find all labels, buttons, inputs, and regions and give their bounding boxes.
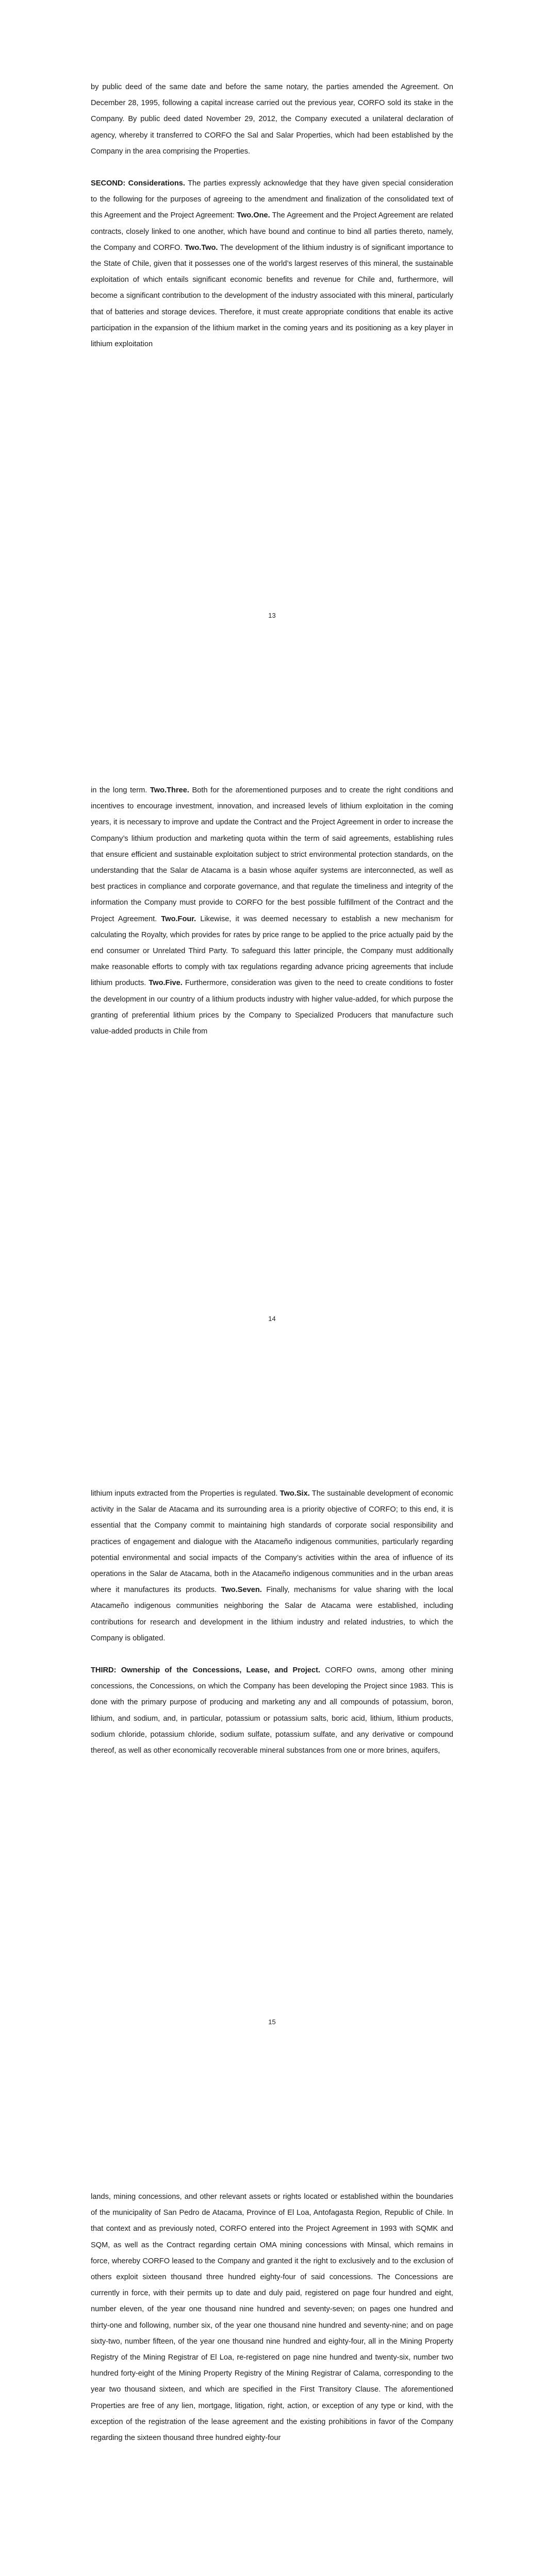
- page-text: [91, 783, 453, 1056]
- text-run: Furthermore, consideration was given to the need to create conditions to foster the development in our country of a lithium products industry with higher value-added, for which purpose the granting of preferential lithium prices by the Company to Specialized Producers that manufacture such value-added products in Chile from: [91, 979, 454, 1036]
- text-run: Both for the aforementioned purposes and to create the right conditions and incentives to encourage investment, innovation, and increased levels of lithium exploitation in the coming years, it is necessary to improve and update the Contract and the Project Agreement in order to increase the Company’s lithium production and marketing quota within the term of said agreements, establishing rules that ensure efficient and sustainable exploitation subject to strict environmental protection standards, on the understanding that the Salar de Atacama is a basin whose aquifer systems are interconnected, as well as best practices in compliance and corporate governance, and that regulate the timeliness and integrity of the information the Company must provide to CORFO for the best possible fulfillment of the Contract and the Project Agreement.: [91, 786, 453, 923]
- paragraph: [91, 2189, 453, 2446]
- document-page-16: [0, 2110, 544, 2576]
- document-page-15: [0, 1406, 544, 2110]
- paragraph: [91, 1663, 453, 1759]
- paragraph: [91, 1486, 453, 1647]
- text-run: The sustainable development of economic activity in the Salar de Atacama and its surrounding area is a priority objective of CORFO; to this end, it is essential that the Company commit to maintaining high standards of corporate social responsibility and practices of engagement and dialogue with the Atacameño indigenous communities, particularly regarding potential environmental and social impacts of the Company’s activities within the area of influence of its operations in the Salar de Atacama, both in the Atacameño indigenous communities and in the urban areas where it manufactures its products.: [91, 1489, 454, 1595]
- page-number: 15: [268, 2018, 276, 2026]
- text-run: lands, mining concessions, and other relevant assets or rights located or established within the boundaries of the municipality of San Pedro de Atacama, Province of El Loa, Antofagasta Region, Republic of Chile. In that context and as previously noted, CORFO entered into the Project Agreement in 1993 with SQMK and SQM, as well as the Contract regarding certain OMA mining concessions with Minsal, which remains in force, whereby CORFO leased to the Company and granted it the right to exclusively and to the exclusion of others exploit sixteen thousand three hundred eighty-four of said concessions. The Concessions are currently in force, with their permits up to date and duly paid, registered on page four hundred and eight, number eleven, of the year one thousand nine hundred and seventy-seven; on pages one hundred and thirty-one and following, number six, of the year one thousand nine hundred and seventy-nine; and on page sixty-two, number fifteen, of the year one thousand nine hundred and eighty-four, all in the Mining Property Registry of the Mining Registrar of El Loa, re-registered on page nine hundred and twenty-six, number two hundred forty-eight of the Mining Property Registry of the Mining Registrar of Calama, corresponding to the year two thousand sixteen, and which are specified in the First Transitory Clause. The aforementioned Properties are free of any lien, mortgage, litigation, right, action, or exception of any type or kind, with the exception of the registration of the lease agreement and the existing prohibitions in favor of the Company regarding the sixteen thousand three hundred eighty-four: [91, 2193, 453, 2443]
- document-page-14: [0, 703, 544, 1406]
- text-run: lithium inputs extracted from the Properties is regulated.: [91, 1489, 280, 1498]
- page-text: [91, 1486, 453, 1775]
- page-text: [91, 79, 453, 368]
- text-run: Likewise, it was deemed necessary to establish a new mechanism for calculating the Royalty, which provides for rates by price range to be applied to the price actually paid by the end consumer or Unrelated Third Party. To safeguard this latter principle, the Company must additionally make reasonable efforts to comply with tax regulations regarding advance pricing agreements that include lithium products.: [91, 914, 453, 988]
- paragraph: [91, 783, 453, 1040]
- text-run: in the long term.: [91, 786, 150, 794]
- bold-heading-run: THIRD: Ownership of the Concessions, Lease, and Project.: [91, 1666, 321, 1675]
- text-run: CORFO owns, among other mining concessions, the Concessions, on which the Company has been developing the Project since 1983. This is done with the primary purpose of producing and marketing any and all compounds of potassium, boron, lithium, and sodium, and, in particular, potassium or potassium salts, boric acid, lithium, lithium products, sodium chloride, potassium chloride, sodium sulfate, potassium sulfate, and any derivative or compound thereof, as well as other economically recoverable mineral substances from one or more brines, aquifers,: [91, 1666, 453, 1755]
- bold-heading-run: Two.Six.: [279, 1489, 310, 1498]
- bold-heading-run: Two.One.: [237, 211, 270, 220]
- text-run: The Agreement and the Project Agreement are related contracts, closely linked to one another, which have bound and continue to bind all parties thereto, namely, the Company and CORFO.: [91, 211, 454, 252]
- bold-heading-run: Two.Three.: [150, 786, 189, 794]
- bold-heading-run: Two.Seven.: [221, 1586, 262, 1595]
- bold-heading-run: Two.Four.: [161, 914, 196, 923]
- paragraph: [91, 79, 453, 160]
- document-page-13: [0, 0, 544, 703]
- text-run: by public deed of the same date and before the same notary, the parties amended the Agreement. On December 28, 1995, following a capital increase carried out the previous year, CORFO sold its stake in the Company. By public deed dated November 29, 2012, the Company executed a unilateral declaration of agency, whereby it transferred to CORFO the Sal and Salar Properties, which had been established by the Company in the area comprising the Properties.: [91, 83, 453, 156]
- page-number: 13: [268, 612, 276, 619]
- text-run: Finally, mechanisms for value sharing with the local Atacameño indigenous communities neighboring the Salar de Atacama were established, including contributions for research and development in the lithium industry and related industries, to which the Company is obligated.: [91, 1586, 453, 1642]
- bold-heading-run: SECOND: Considerations.: [91, 179, 185, 188]
- text-run: The parties expressly acknowledge that they have given special consideration to the following for the purposes of agreeing to the amendment and finalization of the consolidated text of this Agreement and the Project Agreement:: [91, 179, 453, 220]
- bold-heading-run: Two.Five.: [149, 979, 183, 988]
- paragraph: [91, 176, 453, 352]
- text-run: The development of the lithium industry is of significant importance to the State of Chile, given that it possesses one of the world’s largest reserves of this mineral, the sustainable exploitation of which entails significant economic benefits and revenue for Chile and, furthermore, will become a significant contribution to the development of the industry associated with this mineral, particularly that of batteries and storage devices. Therefore, it must create appropriate conditions that enable its active participation in the expansion of the lithium market in the coming years and its positioning as a key player in lithium exploitation: [91, 243, 453, 349]
- bold-heading-run: Two.Two.: [185, 243, 218, 252]
- page-text: [91, 2189, 453, 2462]
- page-number: 14: [268, 1315, 276, 1323]
